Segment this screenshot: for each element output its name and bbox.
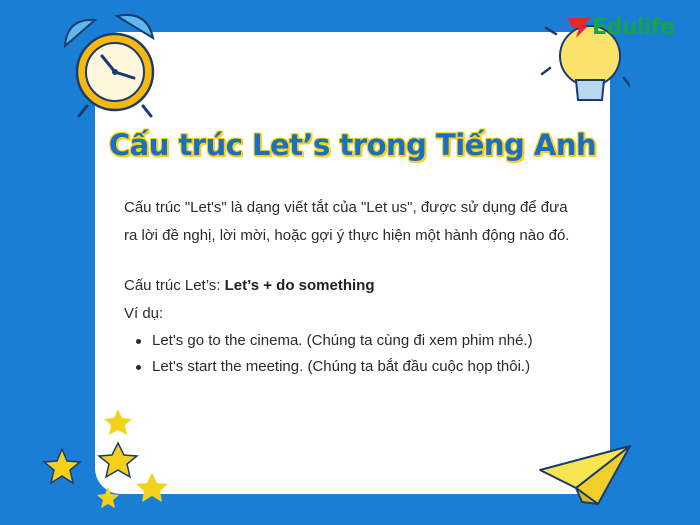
list-item: Let's go to the cinema. (Chúng ta cùng đi xem phim nhé.)	[150, 328, 584, 354]
star-icon	[40, 405, 180, 515]
page-title: Cấu trúc Let’s trong Tiếng Anh	[108, 128, 597, 162]
brand-name: Edulife	[592, 14, 675, 40]
list-item: Let's start the meeting. (Chúng ta bắt đầu cuộc họp thôi.)	[150, 354, 584, 380]
logo-mark-icon	[566, 14, 592, 40]
examples-list	[124, 328, 584, 380]
content-body	[124, 194, 584, 380]
structure-line	[124, 272, 584, 300]
structure-formula: Let’s + do something	[224, 277, 375, 294]
brand-logo	[566, 14, 675, 40]
structure-label: Cấu trúc Let’s:	[124, 277, 225, 294]
example-label: Ví dụ:	[124, 305, 164, 322]
alarm-clock-icon	[55, 6, 165, 118]
intro-paragraph: Cấu trúc "Let's" là dạng viết tắt của "Let us", được sử dụng để đưa ra lời đề nghị, lời mời, hoặc gợi ý thực hiện một hành động nào đó.	[124, 199, 570, 244]
paper-plane-icon	[536, 440, 636, 510]
